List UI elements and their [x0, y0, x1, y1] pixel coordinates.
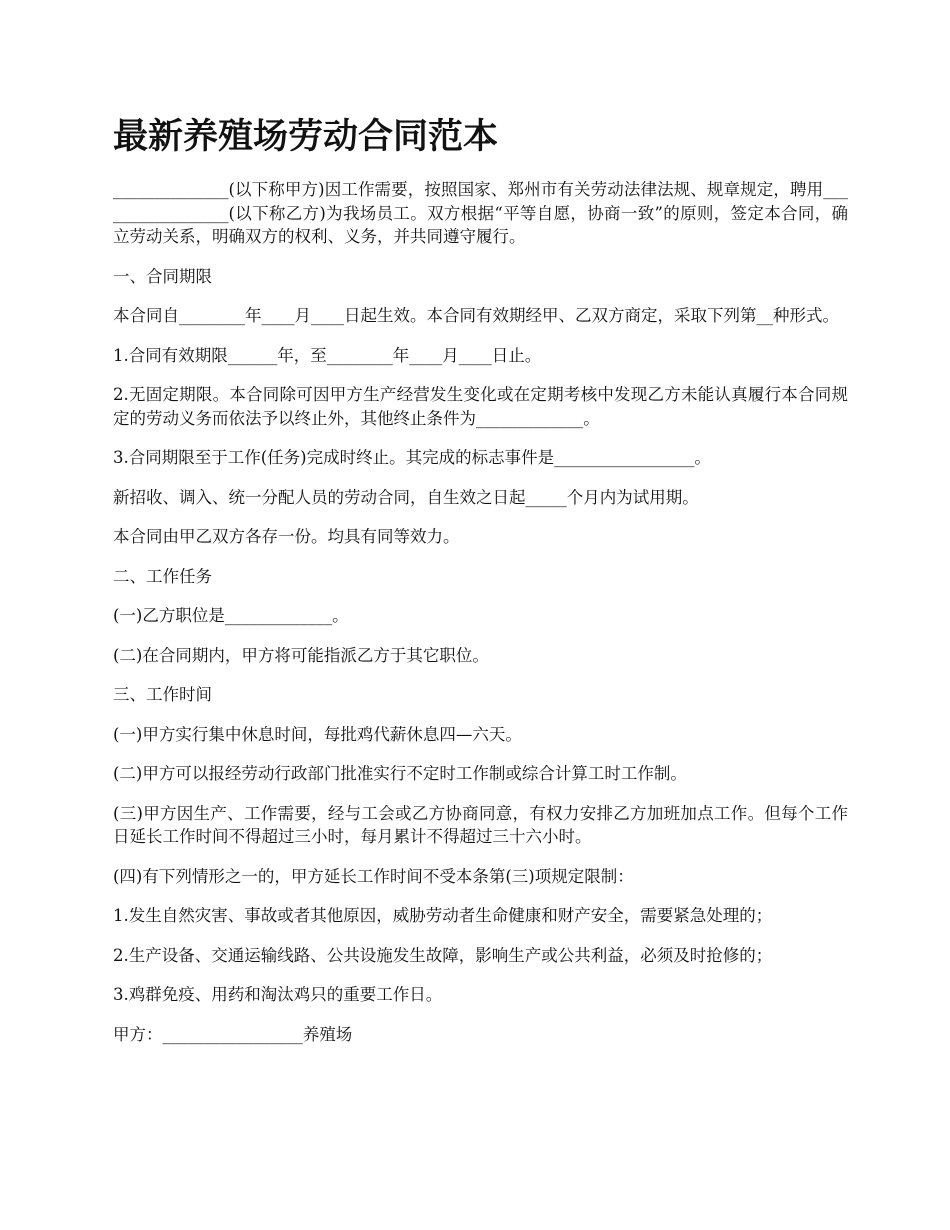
list-item-repairs: 2.生产设备、交通运输线路、公共设施发生故障，影响生产或公共利益，必须及时抢修的；	[113, 945, 773, 965]
paragraph-flexible-hours: (二)甲方可以报经劳动行政部门批准实行不定时工作制或综合计算工时工作制。	[113, 764, 687, 783]
intro-paragraph: ______________(以下称甲方)因工作需要，按照国家、郑州市有关劳动法律法规、规章规定，聘用_________________(以下称乙方)为我场员工。双方根据“平等自愿，协商一致”的原则，签定本合同，确立劳动关系，明确双方的权利、义务，并共同遵守履行。	[113, 180, 848, 246]
document-body	[113, 178, 848, 1046]
paragraph-exceptions-intro: (四)有下列情形之一的，甲方延长工作时间不受本条第(三)项规定限制：	[113, 866, 634, 886]
paragraph-reassignment: (二)在合同期内，甲方将可能指派乙方于其它职位。	[113, 645, 489, 665]
paragraph-effective-date: 本合同自________年____月____日起生效。本合同有效期经甲、乙双方商定，采取下列第__种形式。	[113, 306, 839, 325]
list-item-flock-workday: 3.鸡群免疫、用药和淘汰鸡只的重要工作日。	[113, 985, 443, 1004]
section-heading-work-task: 二、工作任务	[113, 566, 212, 586]
paragraph-task-term: 3.合同期限至于工作(任务)完成时终止。其完成的标志事件是_________________。	[113, 448, 711, 467]
paragraph-fixed-term: 1.合同有效期限______年，至________年____月____日止。	[113, 345, 542, 365]
paragraph-rest-time: (一)甲方实行集中休息时间，每批鸡代薪休息四—六天。	[113, 724, 522, 744]
paragraph-overtime: (三)甲方因生产、工作需要，经与工会或乙方协商同意，有权力安排乙方加班加点工作。但每个工作日延长工作时间不得超过三小时，每月累计不得超过三十六小时。	[113, 803, 848, 846]
document-title: 最新养殖场劳动合同范本	[113, 116, 499, 157]
signature-party-a: 甲方：_________________养殖场	[113, 1024, 353, 1044]
section-heading-contract-term: 一、合同期限	[113, 266, 212, 286]
paragraph-open-term: 2.无固定期限。本合同除可因甲方生产经营发生变化或在定期考核中发现乙方未能认真履行本合同规定的劳动义务而依法予以终止外，其他终止条件为_____________。	[113, 385, 848, 428]
section-heading-work-time: 三、工作时间	[113, 685, 212, 704]
paragraph-position: (一)乙方职位是_____________。	[113, 606, 349, 625]
paragraph-probation: 新招收、调入、统一分配人员的劳动合同，自生效之日起_____个月内为试用期。	[113, 487, 699, 507]
paragraph-copies: 本合同由甲乙双方各存一份。均具有同等效力。	[113, 527, 460, 546]
list-item-emergency: 1.发生自然灾害、事故或者其他原因，威胁劳动者生命健康和财产安全，需要紧急处理的；	[113, 906, 773, 925]
